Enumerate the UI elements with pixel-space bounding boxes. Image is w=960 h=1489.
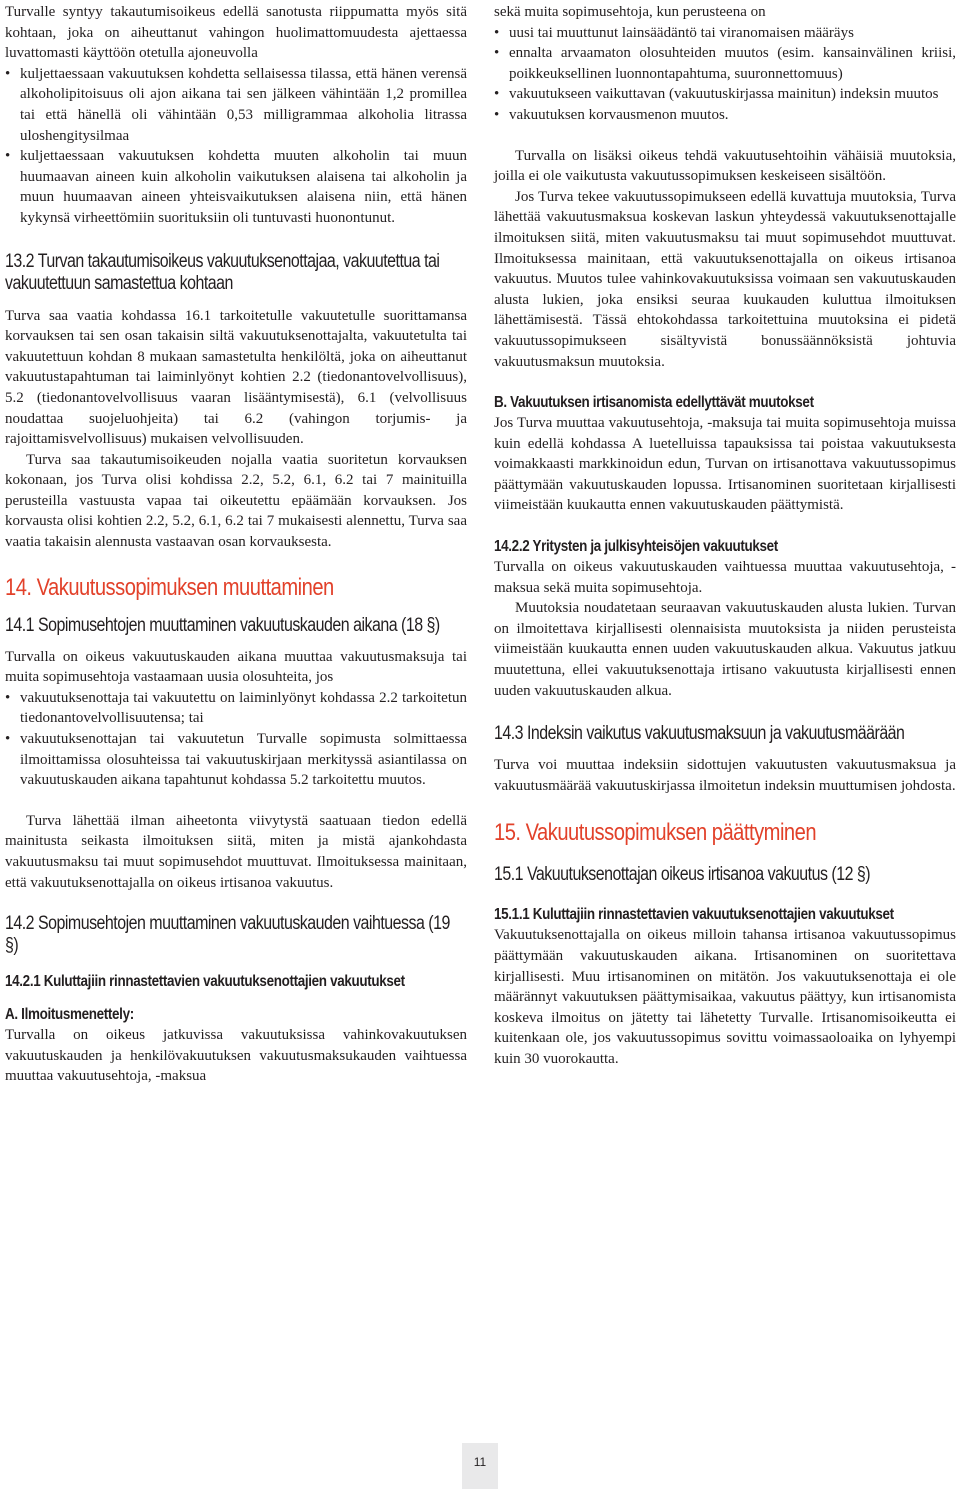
- left-column: [5, 2, 467, 1087]
- paragraph-minor-changes: Turvalla on lisäksi oikeus tehdä vakuutusehtoihin vähäisiä muutoksia, joilla ei ole vaikutusta vakuutussopimuksen keskeiseen sisältöön.: [494, 147, 956, 185]
- bullet-list-14-1: [5, 688, 467, 791]
- section-heading-15: 15. Vakuutussopimuksen päättyminen: [494, 819, 817, 847]
- paragraph-14-1-a: Turvalla on oikeus vakuutuskauden aikana muuttaa vakuutusmaksuja tai muita sopimusehtoja vastaamaan uusia olosuhteita, jos: [5, 648, 467, 686]
- section-heading-14: 14. Vakuutussopimuksen muuttaminen: [5, 573, 334, 601]
- paragraph-14-3: Turva voi muuttaa indeksiin sidottujen vakuutusten vakuutusmaksua ja vakuutusmäärää vakuutuskirjassa ilmoitetun indeksin muuttumisen johdosta.: [494, 757, 956, 794]
- paragraph-a: Turvalla on oikeus jatkuvissa vakuutuksissa vahinkovakuutuksen vakuutuskauden ja henkilövakuutuksen vakuutusmaksukauden vaihtuessa muuttaa vakuutusehtoja, -maksua: [5, 1027, 467, 1085]
- section-heading-15-1: 15.1 Vakuutuksenottajan oikeus irtisanoa vakuutus (12 §): [494, 864, 871, 886]
- paragraph-continued: sekä muita sopimusehtoja, kun perusteena on: [494, 4, 766, 20]
- section-heading-14-1: 14.1 Sopimusehtojen muuttaminen vakuutuskauden aikana (18 §): [5, 614, 440, 636]
- section-heading-13-2: 13.2 Turvan takautumisoikeus vakuutuksenottajaa, vakuutettua tai vakuutettuun samastettua kohtaan: [5, 250, 440, 294]
- bullet-list-grounds: [494, 23, 956, 126]
- section-heading-14-2-1: 14.2.1 Kuluttajiin rinnastettavien vakuutuksenottajien vakuutukset: [5, 973, 405, 991]
- list-item: • vakuutuksenottaja tai vakuutettu on laiminlyönyt kohdassa 2.2 tarkoitetun tiedonantovelvollisuutensa; tai: [5, 688, 467, 729]
- paragraph-13-2-a: Turva saa vaatia kohdassa 16.1 tarkoitetulle vakuutetulle suorittamansa korvauksen tai sen osan takaisin siltä vakuutuksenottajalta, vakuutetulta tai vakuutettuun kohdan 8 mukaan samastetulta henkilöltä, joka on aiheuttanut vakuutustapahtuman tai laiminlyönyt kohtien 2.2 (tiedonantovelvollisuus), 5.2 (tiedonantovelvollisuus vaaran lisääntymisestä), 6.1 (velvollisuus noudattaa suojeluohjeita) tai 6.2 (vahingon torjumis- ja rajoittamisvelvollisuus) mukaisen velvollisuuden.: [5, 307, 467, 448]
- page-number: 11: [462, 1443, 498, 1489]
- section-heading-14-3: 14.3 Indeksin vaikutus vakuutusmaksuun ja vakuutusmäärään: [494, 723, 905, 745]
- list-item: • vakuutuksen korvausmenon muutos.: [494, 105, 956, 126]
- list-item: • kuljettaessaan vakuutuksen kohdetta sellaisessa tilassa, että hänen verensä alkoholipitoisuus oli ajon aikana tai sen jälkeen vähintään 1,2 promillea tai että hänellä oli vähintään 0,53 milligrammaa alkoholia litrassa uloshengitysilmaa: [5, 64, 467, 146]
- list-item: • uusi tai muuttunut lainsäädäntö tai viranomaisen määräys: [494, 23, 956, 44]
- bullet-list-intoxication: [5, 64, 467, 229]
- list-item: • kuljettaessaan vakuutuksen kohdetta muuten alkoholin tai muun huumaavan aineen kuin alkoholin vaikutuksen alaisena tai alkoholin ja muun huumaavan aineen yhteisvaikutuksen alaisena niin, että hänen kykynsä virheettömiin suorituksiin oli tuntuvasti huonontunut.: [5, 146, 467, 228]
- list-item: • vakuutukseen vaikuttavan (vakuutuskirjassa mainitun) indeksin muutos: [494, 84, 956, 105]
- paragraph-14-1-b: Turva lähettää ilman aiheetonta viivytystä saatuaan tiedon edellä mainitusta seikasta ilmoituksen siitä, miten ja mistä ajankohdasta vakuutusmaksu tai muut sopimusehdot muuttuvat. Ilmoituksessa mainitaan, että vakuutuksenottajalla on oikeus irtisanoa vakuutus.: [5, 812, 467, 891]
- paragraph-13-2-b: Turva saa takautumisoikeuden nojalla vaatia suoritetun korvauksen kokonaan, jos Turva olisi kohdissa 2.2, 5.2, 6.1, 6.2 tai 7 mainituilla perusteilla vastuusta vapaa tai oikeutettu epäämään korvauksen. Jos korvausta olisi kohtien 2.2, 5.2, 6.1, 6.2 tai 7 mukaisesti alennettu, Turva saa vaatia takaisin alennusta vastaavan osan korvauksesta.: [5, 451, 467, 551]
- right-column: [494, 2, 956, 1070]
- section-heading-14-2-2: 14.2.2 Yritysten ja julkisyhteisöjen vakuutukset: [494, 538, 778, 556]
- paragraph-change-notice: Jos Turva tekee vakuutussopimukseen edellä kuvattuja muutoksia, Turva lähettää vakuutusmaksua koskevan laskun yhteydessä vakuutuksenottajalle ilmoituksen siitä, miten vakuutusmaksu tai muut sopimusehdot muuttuvat. Ilmoituksessa mainitaan, että vakuutuksenottajalla on oikeus irtisanoa vakuutus. Muutos tulee vahinkovakuutuksissa voimaan sen vakuutuskauden alusta lukien, joka ensiksi seuraa kuukauden kuluttua ilmoituksen lähettämisestä. Tässä ehtokohdassa tarkoitettuina muutoksina ei pidetä vakuutussopimukseen sisältyvistä bonussäännöksistä johtuvia vakuutusmaksun muutoksia.: [494, 188, 956, 370]
- intro-paragraph: Turvalle syntyy takautumisoikeus edellä sanotusta riippumatta myös sitä kohtaan, joka on aiheuttanut vahingon huolimattomuudesta ajettaessa luvattomasti käyttöön otetulla ajoneuvolla: [5, 4, 467, 62]
- section-heading-15-1-1: 15.1.1 Kuluttajiin rinnastettavien vakuutuksenottajien vakuutukset: [494, 906, 894, 924]
- subheading-a: A. Ilmoitusmenettely:: [5, 1006, 134, 1024]
- paragraph-15-1-1: Vakuutuksenottajalla on oikeus milloin tahansa irtisanoa vakuutussopimus päättymään vakuutuskauden aikana. Irtisanominen on suoritettava kirjallisesti. Muu irtisanominen on mitätön. Jos vakuutuksenottaja ei ole määrännyt vakuutuksen päättymisaikaa, vakuutus päättyy, kun irtisanomista koskeva ilmoitus on jätetty tai lähetetty Turvalle. Irtisanomisoikeutta ei kuitenkaan ole, jos vakuutussopimus sovittu voimassaoloaika on lyhyempi kuin 30 vuorokautta.: [494, 927, 956, 1067]
- list-item: • ennalta arvaamaton olosuhteiden muutos (esim. kansainvälinen kriisi, poikkeuksellinen luonnontapahtuma, suuronnettomuus): [494, 43, 956, 84]
- paragraph-14-2-2-a: Turvalla on oikeus vakuutuskauden vaihtuessa muuttaa vakuutusehtoja, -maksua sekä muita sopimusehtoja.: [494, 559, 956, 596]
- subheading-b: B. Vakuutuksen irtisanomista edellyttävät muutokset: [494, 394, 814, 412]
- list-item: • vakuutuksenottajan tai vakuutetun Turvalle sopimusta solmittaessa ilmoittamissa olosuhteissa tai vakuutuskirjaan merkityssä asiantilassa on vakuutuskauden aikana tapahtunut kohdassa 5.2 tarkoitettu muutos.: [5, 729, 467, 791]
- paragraph-b: Jos Turva muuttaa vakuutusehtoja, -maksuja tai muita sopimusehtoja muissa kuin edellä kohdassa A luetelluissa tapauksissa tai poistaa vakuutuksesta voimakkaasti markkinoidun edun, Turvan on irtisanottava vakuutussopimus päättymään vakuutuskauden lopussa. Irtisanominen suoritetaan kirjallisesti viimeistään kuukautta ennen vakuutuskauden päättymistä.: [494, 415, 956, 514]
- section-heading-14-2: 14.2 Sopimusehtojen muuttaminen vakuutuskauden vaihtuessa (19 §): [5, 913, 450, 957]
- paragraph-14-2-2-b: Muutoksia noudatetaan seuraavan vakuutuskauden alusta lukien. Turvan on ilmoitettava kirjallisesti olennaisista muutoksista ja niiden perusteista viimeistään kuukautta ennen uuden vakuutuskauden alkua. Vakuutus jatkuu muutettuna, ellei vakuutuksenottaja irtisano vakuutusta kirjallisesti ennen uuden vakuutuskauden alkua.: [494, 600, 956, 699]
